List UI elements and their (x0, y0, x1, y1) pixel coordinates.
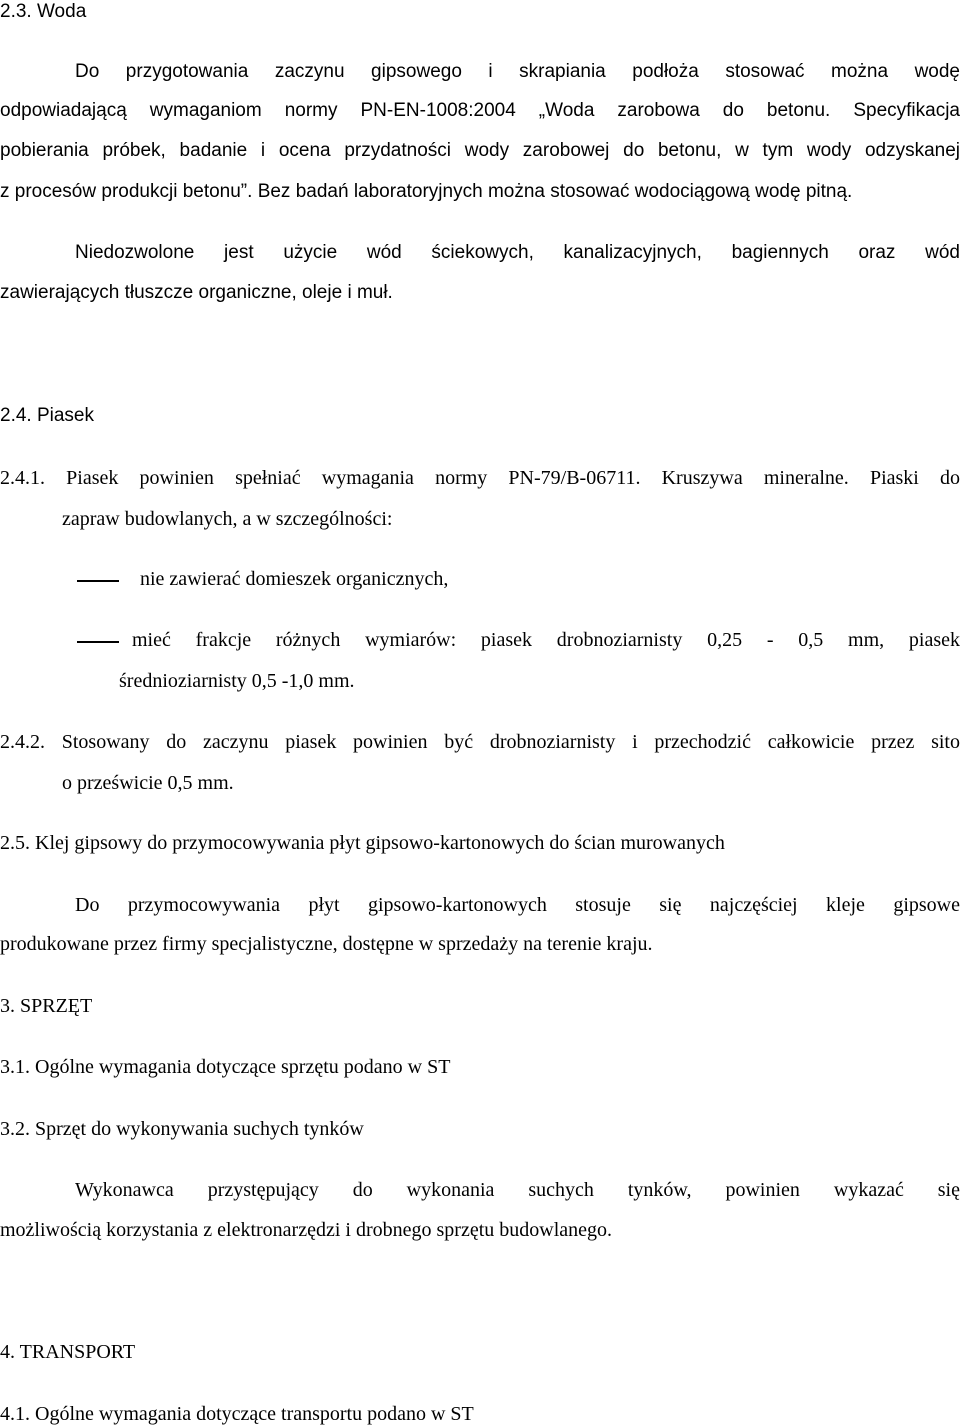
bullet-dash-icon (77, 580, 119, 582)
section-heading-piasek: 2.4. Piasek (0, 405, 94, 426)
paragraph-line: z procesów produkcji betonu”. Bez badań laboratoryjnych można stosować wodociągową wodę pitną. (0, 181, 853, 202)
subsection-heading: 3.2. Sprzęt do wykonywania suchych tynków (0, 1118, 364, 1140)
bullet-dash-icon (77, 641, 119, 643)
paragraph-line: pobierania próbek, badanie i ocena przydatności wody zarobowej do betonu, w tym wody odzyskanej (0, 140, 960, 161)
subsection-heading: 4.1. Ogólne wymagania dotyczące transportu podano w ST (0, 1403, 474, 1425)
paragraph-line: odpowiadającą wymaganiom normy PN-EN-1008:2004 „Woda zarobowa do betonu. Specyfikacja (0, 100, 960, 121)
paragraph-line: zawierających tłuszcze organiczne, oleje i muł. (0, 282, 393, 303)
paragraph-line: produkowane przez firmy specjalistyczne, dostępne w sprzedaży na terenie kraju. (0, 933, 653, 955)
bullet-item: nie zawierać domieszek organicznych, (140, 568, 449, 590)
section-heading-sprzet: 3. SPRZĘT (0, 995, 93, 1017)
paragraph-line: o prześwicie 0,5 mm. (62, 772, 234, 794)
paragraph-line: możliwością korzystania z elektronarzędzi i drobnego sprzętu budowlanego. (0, 1219, 613, 1241)
section-heading-klej: 2.5. Klej gipsowy do przymocowywania płyt gipsowo-kartonowych do ścian murowanych (0, 832, 725, 854)
bullet-item-continuation: średnioziarnisty 0,5 -1,0 mm. (119, 670, 355, 692)
subsection-heading: 3.1. Ogólne wymagania dotyczące sprzętu podano w ST (0, 1056, 451, 1078)
section-heading-woda: 2.3. Woda (0, 1, 87, 22)
paragraph-line: Do przygotowania zaczynu gipsowego i skrapiania podłoża stosować można wodę (75, 61, 960, 82)
section-heading-transport: 4. TRANSPORT (0, 1341, 136, 1363)
bullet-item: mieć frakcje różnych wymiarów: piasek drobnoziarnisty 0,25 - 0,5 mm, piasek (132, 629, 960, 651)
paragraph-line: Niedozwolone jest użycie wód ściekowych, kanalizacyjnych, bagiennych oraz wód (75, 242, 960, 263)
paragraph-line: Wykonawca przystępujący do wykonania suchych tynków, powinien wykazać się (75, 1179, 960, 1201)
paragraph-line: 2.4.1. Piasek powinien spełniać wymagania normy PN-79/B-06711. Kruszywa mineralne. Piaski do (0, 467, 960, 489)
paragraph-line: Do przymocowywania płyt gipsowo-kartonowych stosuje się najczęściej kleje gipsowe (75, 894, 960, 916)
paragraph-line: zapraw budowlanych, a w szczególności: (62, 508, 393, 530)
paragraph-line: 2.4.2. Stosowany do zaczynu piasek powinien być drobnoziarnisty i przechodzić całkowicie przez sito (0, 731, 960, 753)
